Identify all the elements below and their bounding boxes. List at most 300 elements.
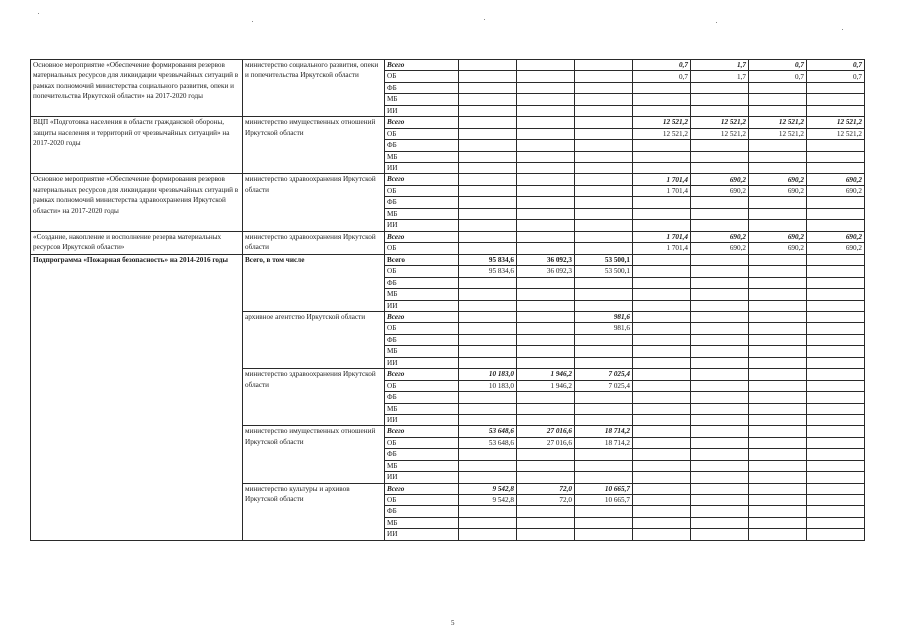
amount-cell [691, 334, 749, 345]
funding-source-cell: ОБ [385, 323, 459, 334]
amount-cell [633, 105, 691, 116]
amount-cell [575, 357, 633, 368]
amount-cell [691, 300, 749, 311]
amount-cell [575, 174, 633, 186]
funding-source-cell: Всего [385, 117, 459, 128]
amount-cell: 1 946,2 [517, 369, 575, 380]
amount-cell [517, 231, 575, 243]
amount-cell [517, 506, 575, 517]
amount-cell: 53 648,6 [459, 426, 517, 437]
funding-source-cell: Всего [385, 369, 459, 380]
amount-cell [633, 460, 691, 471]
amount-cell [517, 174, 575, 186]
amount-cell [807, 472, 865, 483]
amount-cell [691, 495, 749, 506]
amount-cell: 0,7 [633, 60, 691, 71]
amount-cell: 0,7 [749, 71, 807, 83]
amount-cell [459, 60, 517, 71]
amount-cell: 0,7 [633, 71, 691, 83]
scan-speck [484, 19, 485, 20]
amount-cell [749, 323, 807, 334]
amount-cell [517, 94, 575, 105]
amount-cell: 72,0 [517, 495, 575, 506]
amount-cell [807, 392, 865, 403]
table-row [31, 60, 865, 71]
amount-cell: 27 016,6 [517, 437, 575, 448]
amount-cell [749, 403, 807, 414]
amount-cell [807, 495, 865, 506]
amount-cell: 95 834,6 [459, 266, 517, 278]
amount-cell: 12 521,2 [633, 128, 691, 139]
amount-cell [749, 312, 807, 323]
amount-cell: 690,2 [749, 174, 807, 186]
amount-cell: 7 025,4 [575, 369, 633, 380]
amount-cell [459, 289, 517, 300]
amount-cell [807, 449, 865, 460]
funding-source-cell: МБ [385, 94, 459, 105]
amount-cell [517, 414, 575, 425]
amount-cell [517, 140, 575, 151]
amount-cell [807, 334, 865, 345]
amount-cell [575, 151, 633, 162]
amount-cell [575, 346, 633, 357]
scan-speck [842, 29, 843, 30]
amount-cell [575, 128, 633, 139]
funding-source-cell: ФБ [385, 82, 459, 93]
amount-cell [749, 495, 807, 506]
amount-cell [807, 380, 865, 391]
amount-cell [633, 517, 691, 528]
amount-cell [459, 414, 517, 425]
amount-cell [459, 220, 517, 231]
amount-cell [633, 94, 691, 105]
amount-cell [807, 483, 865, 494]
measure-name-cell: «Создание, накопление и восполнение резерва материальных ресурсов Иркутской области» [31, 231, 243, 254]
amount-cell [517, 82, 575, 93]
amount-cell [575, 460, 633, 471]
amount-cell [691, 529, 749, 540]
amount-cell [633, 197, 691, 208]
amount-cell [517, 220, 575, 231]
amount-cell [575, 277, 633, 288]
amount-cell [807, 220, 865, 231]
amount-cell [517, 71, 575, 83]
amount-cell [691, 403, 749, 414]
amount-cell [633, 163, 691, 174]
executor-cell: министерство здравоохранения Иркутской области [243, 174, 385, 231]
table-row [31, 231, 865, 243]
amount-cell [749, 105, 807, 116]
executor-cell: министерство культуры и архивов Иркутской области [243, 483, 385, 540]
amount-cell [459, 105, 517, 116]
amount-cell [749, 163, 807, 174]
amount-cell [691, 472, 749, 483]
amount-cell [517, 208, 575, 219]
amount-cell [633, 529, 691, 540]
amount-cell: 12 521,2 [691, 128, 749, 139]
amount-cell [807, 277, 865, 288]
funding-source-cell: ИИ [385, 472, 459, 483]
amount-cell [633, 266, 691, 278]
amount-cell [517, 243, 575, 254]
table-row [31, 174, 865, 186]
measure-name-cell: ВЦП «Подготовка населения в области гражданской обороны, защиты населения и территорий от чрезвычайных ситуаций» на 2017-2020 годы [31, 117, 243, 174]
amount-cell: 1 701,4 [633, 185, 691, 197]
amount-cell [749, 266, 807, 278]
amount-cell [749, 460, 807, 471]
funding-source-cell: ФБ [385, 277, 459, 288]
funding-source-cell: ФБ [385, 140, 459, 151]
amount-cell: 12 521,2 [749, 117, 807, 128]
amount-cell: 10 183,0 [459, 369, 517, 380]
amount-cell [749, 529, 807, 540]
amount-cell: 0,7 [749, 60, 807, 71]
amount-cell [575, 117, 633, 128]
amount-cell [633, 414, 691, 425]
amount-cell [575, 163, 633, 174]
amount-cell [749, 517, 807, 528]
budget-table [30, 59, 865, 541]
funding-source-cell: ИИ [385, 414, 459, 425]
funding-source-cell: ИИ [385, 300, 459, 311]
amount-cell [575, 472, 633, 483]
amount-cell: 690,2 [749, 185, 807, 197]
amount-cell [575, 71, 633, 83]
scan-speck [716, 22, 717, 23]
amount-cell: 95 834,6 [459, 254, 517, 266]
amount-cell: 981,6 [575, 312, 633, 323]
amount-cell: 9 542,8 [459, 495, 517, 506]
amount-cell: 53 648,6 [459, 437, 517, 448]
amount-cell [517, 517, 575, 528]
measure-name-cell: Основное мероприятие «Обеспечение формирования резервов материальных ресурсов для ликвидации чрезвычайных ситуаций в рамках полномочий министерства социального развития, опеки и попечительства Иркутской области» на 2017-2020 годы [31, 60, 243, 117]
amount-cell [633, 426, 691, 437]
amount-cell [749, 449, 807, 460]
amount-cell [749, 289, 807, 300]
amount-cell [517, 460, 575, 471]
funding-source-cell: ИИ [385, 163, 459, 174]
amount-cell [691, 323, 749, 334]
amount-cell [807, 403, 865, 414]
amount-cell [633, 495, 691, 506]
amount-cell: 690,2 [807, 231, 865, 243]
amount-cell [691, 517, 749, 528]
amount-cell [691, 254, 749, 266]
amount-cell [691, 105, 749, 116]
amount-cell: 1,7 [691, 71, 749, 83]
amount-cell [459, 151, 517, 162]
amount-cell [749, 357, 807, 368]
amount-cell [459, 185, 517, 197]
funding-source-cell: ФБ [385, 392, 459, 403]
amount-cell [633, 208, 691, 219]
amount-cell [517, 323, 575, 334]
amount-cell: 12 521,2 [633, 117, 691, 128]
amount-cell [691, 197, 749, 208]
amount-cell [459, 243, 517, 254]
amount-cell [517, 289, 575, 300]
amount-cell [459, 208, 517, 219]
amount-cell [575, 94, 633, 105]
amount-cell [575, 82, 633, 93]
amount-cell: 690,2 [691, 185, 749, 197]
amount-cell: 690,2 [691, 231, 749, 243]
amount-cell: 690,2 [749, 243, 807, 254]
amount-cell [517, 163, 575, 174]
amount-cell [749, 380, 807, 391]
amount-cell: 53 500,1 [575, 266, 633, 278]
amount-cell [749, 483, 807, 494]
amount-cell: 981,6 [575, 323, 633, 334]
amount-cell: 72,0 [517, 483, 575, 494]
amount-cell: 1 946,2 [517, 380, 575, 391]
measure-name-cell: Подпрограмма «Пожарная безопасность» на 2014-2016 годы [31, 254, 243, 540]
amount-cell [575, 243, 633, 254]
funding-source-cell: МБ [385, 517, 459, 528]
amount-cell [807, 437, 865, 448]
amount-cell [575, 197, 633, 208]
executor-cell: министерство здравоохранения Иркутской области [243, 369, 385, 426]
amount-cell: 12 521,2 [691, 117, 749, 128]
amount-cell [517, 472, 575, 483]
amount-cell [807, 197, 865, 208]
amount-cell [633, 369, 691, 380]
amount-cell [575, 289, 633, 300]
funding-source-cell: МБ [385, 460, 459, 471]
amount-cell [691, 220, 749, 231]
amount-cell: 12 521,2 [807, 128, 865, 139]
amount-cell [517, 277, 575, 288]
amount-cell [807, 460, 865, 471]
amount-cell: 12 521,2 [807, 117, 865, 128]
amount-cell [633, 506, 691, 517]
amount-cell [749, 426, 807, 437]
amount-cell [691, 277, 749, 288]
amount-cell [459, 117, 517, 128]
funding-source-cell: Всего [385, 312, 459, 323]
amount-cell: 27 016,6 [517, 426, 575, 437]
amount-cell [459, 472, 517, 483]
amount-cell [691, 312, 749, 323]
amount-cell [459, 334, 517, 345]
amount-cell [633, 483, 691, 494]
amount-cell [517, 105, 575, 116]
amount-cell [691, 483, 749, 494]
funding-source-cell: ОБ [385, 71, 459, 83]
executor-cell: министерство здравоохранения Иркутской области [243, 231, 385, 254]
amount-cell: 36 092,3 [517, 266, 575, 278]
amount-cell [633, 380, 691, 391]
amount-cell [575, 105, 633, 116]
table-row [31, 254, 865, 266]
amount-cell [807, 323, 865, 334]
funding-source-cell: ОБ [385, 380, 459, 391]
amount-cell [691, 346, 749, 357]
amount-cell [633, 300, 691, 311]
amount-cell [517, 392, 575, 403]
amount-cell [691, 82, 749, 93]
funding-source-cell: ОБ [385, 185, 459, 197]
funding-source-cell: Всего [385, 60, 459, 71]
amount-cell [807, 529, 865, 540]
executor-cell: архивное агентство Иркутской области [243, 312, 385, 369]
amount-cell [459, 277, 517, 288]
amount-cell [575, 529, 633, 540]
amount-cell [691, 460, 749, 471]
amount-cell: 10 665,7 [575, 483, 633, 494]
funding-source-cell: ОБ [385, 266, 459, 278]
amount-cell [459, 140, 517, 151]
amount-cell: 690,2 [807, 243, 865, 254]
amount-cell: 1 701,4 [633, 243, 691, 254]
amount-cell: 0,7 [807, 60, 865, 71]
amount-cell: 1,7 [691, 60, 749, 71]
amount-cell [517, 197, 575, 208]
amount-cell [633, 254, 691, 266]
amount-cell [517, 60, 575, 71]
amount-cell [459, 71, 517, 83]
amount-cell [807, 517, 865, 528]
executor-cell: министерство имущественных отношений Иркутской области [243, 117, 385, 174]
amount-cell [807, 94, 865, 105]
amount-cell: 690,2 [749, 231, 807, 243]
amount-cell [633, 323, 691, 334]
funding-source-cell: Всего [385, 231, 459, 243]
funding-source-cell: ИИ [385, 529, 459, 540]
amount-cell [633, 449, 691, 460]
amount-cell: 690,2 [807, 185, 865, 197]
funding-source-cell: Всего [385, 254, 459, 266]
amount-cell [807, 357, 865, 368]
funding-source-cell: Всего [385, 426, 459, 437]
amount-cell [459, 128, 517, 139]
amount-cell: 690,2 [807, 174, 865, 186]
amount-cell [691, 449, 749, 460]
amount-cell [691, 380, 749, 391]
amount-cell [633, 334, 691, 345]
funding-source-cell: ФБ [385, 449, 459, 460]
amount-cell [807, 346, 865, 357]
amount-cell [749, 254, 807, 266]
amount-cell: 12 521,2 [749, 128, 807, 139]
amount-cell [459, 323, 517, 334]
amount-cell: 690,2 [691, 243, 749, 254]
amount-cell [691, 140, 749, 151]
amount-cell [749, 140, 807, 151]
amount-cell [691, 357, 749, 368]
scan-speck [252, 21, 253, 22]
amount-cell [575, 220, 633, 231]
amount-cell [517, 529, 575, 540]
amount-cell [459, 312, 517, 323]
funding-source-cell: ИИ [385, 105, 459, 116]
funding-source-cell: ОБ [385, 437, 459, 448]
amount-cell [633, 392, 691, 403]
amount-cell: 0,7 [807, 71, 865, 83]
amount-cell [749, 334, 807, 345]
amount-cell [691, 151, 749, 162]
amount-cell [517, 128, 575, 139]
funding-source-cell: МБ [385, 346, 459, 357]
amount-cell [807, 506, 865, 517]
amount-cell: 10 183,0 [459, 380, 517, 391]
amount-cell [749, 472, 807, 483]
amount-cell [459, 392, 517, 403]
amount-cell [575, 60, 633, 71]
amount-cell [749, 414, 807, 425]
amount-cell [807, 312, 865, 323]
amount-cell [517, 346, 575, 357]
funding-source-cell: ОБ [385, 495, 459, 506]
amount-cell [517, 403, 575, 414]
amount-cell [691, 426, 749, 437]
amount-cell: 1 701,4 [633, 231, 691, 243]
amount-cell [575, 140, 633, 151]
amount-cell [691, 392, 749, 403]
funding-source-cell: ФБ [385, 506, 459, 517]
amount-cell [575, 506, 633, 517]
funding-source-cell: Всего [385, 174, 459, 186]
amount-cell [517, 357, 575, 368]
amount-cell [459, 197, 517, 208]
amount-cell [807, 140, 865, 151]
amount-cell [575, 231, 633, 243]
amount-cell [807, 254, 865, 266]
amount-cell [633, 403, 691, 414]
amount-cell [633, 82, 691, 93]
amount-cell [633, 220, 691, 231]
amount-cell [691, 208, 749, 219]
amount-cell [517, 449, 575, 460]
amount-cell [459, 231, 517, 243]
amount-cell: 53 500,1 [575, 254, 633, 266]
amount-cell [517, 117, 575, 128]
amount-cell: 18 714,2 [575, 426, 633, 437]
amount-cell [459, 506, 517, 517]
amount-cell [633, 312, 691, 323]
amount-cell [575, 300, 633, 311]
amount-cell [633, 357, 691, 368]
amount-cell [691, 289, 749, 300]
amount-cell [633, 277, 691, 288]
amount-cell [749, 151, 807, 162]
amount-cell [807, 300, 865, 311]
amount-cell [517, 312, 575, 323]
amount-cell [575, 449, 633, 460]
amount-cell [691, 414, 749, 425]
amount-cell [749, 437, 807, 448]
amount-cell [633, 151, 691, 162]
amount-cell [459, 94, 517, 105]
amount-cell: 10 665,7 [575, 495, 633, 506]
amount-cell: 36 092,3 [517, 254, 575, 266]
amount-cell [517, 151, 575, 162]
table-row [31, 117, 865, 128]
funding-source-cell: ФБ [385, 334, 459, 345]
amount-cell [575, 414, 633, 425]
amount-cell [633, 472, 691, 483]
amount-cell [807, 163, 865, 174]
amount-cell [749, 300, 807, 311]
amount-cell [691, 506, 749, 517]
amount-cell [459, 529, 517, 540]
amount-cell: 1 701,4 [633, 174, 691, 186]
amount-cell [749, 94, 807, 105]
funding-source-cell: ОБ [385, 128, 459, 139]
funding-source-cell: ОБ [385, 243, 459, 254]
amount-cell [749, 346, 807, 357]
amount-cell [633, 289, 691, 300]
